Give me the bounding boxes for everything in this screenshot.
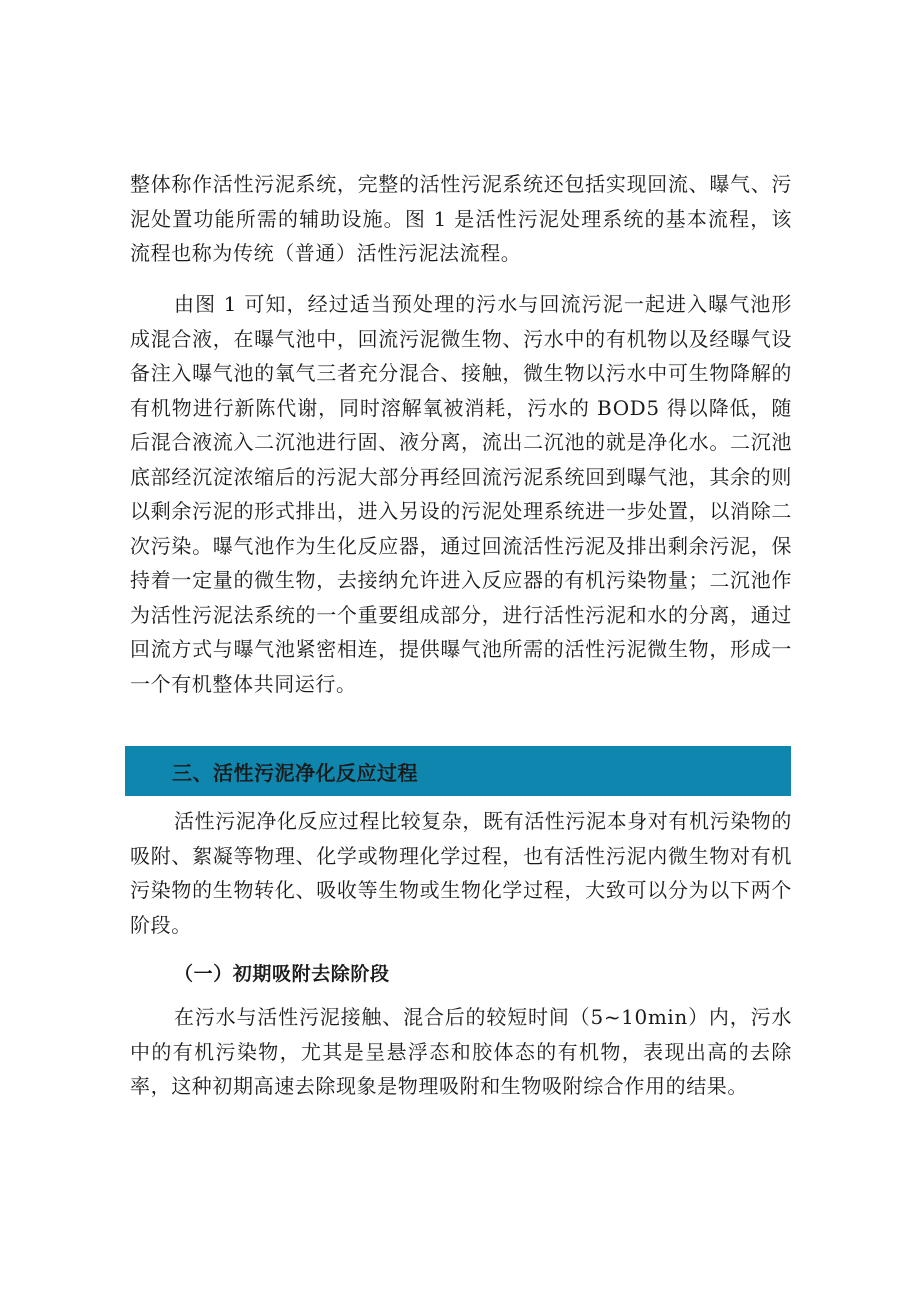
paragraph-initial-adsorption: 在污水与活性污泥接触、混合后的较短时间（5~10min）内，污水中的有机污染物，尤其是呈悬浮态和胶体态的有机物，表现出高的去除率，这种初期高速去除现象是物理吸附和生物吸附综合作用的结果。 — [130, 1005, 792, 1098]
sub-heading-initial-adsorption: （一）初期吸附去除阶段 — [174, 963, 390, 985]
paragraph-process-description: 由图 1 可知，经过适当预处理的污水与回流污泥一起进入曝气池形成混合液，在曝气池中，回流污泥微生物、污水中的有机物以及经曝气设备注入曝气池的氧气三者充分混合、接触，微生物以污水中可生物降解的有机物进行新陈代谢，同时溶解氧被消耗，污水的 BOD5 得以降低，随后混合液流入二沉池进行固、液分离，流出二沉池的就是净化水。二沉池底部经沉淀浓缩后的污泥大部分再经回流污泥系统回到曝气池，其余的则以剩余污泥的形式排出，进入另设的污泥处理系统进一步处置，以消除二次污染。曝气池作为生化反应器，通过回流活性污泥及排出剩余污泥，保持着一定量的微生物，去接纳允许进入反应器的有机污染物量；二沉池作为活性污泥法系统的一个重要组成部分，进行活性污泥和水的分离，通过回流方式与曝气池紧密相连，提供曝气池所需的活性污泥微生物，形成一一个有机整体共同运行。 — [130, 292, 792, 696]
section-heading-purification-process: 三、活性污泥净化反应过程 — [125, 746, 791, 796]
paragraph-purification-intro: 活性污泥净化反应过程比较复杂，既有活性污泥本身对有机污染物的吸附、絮凝等物理、化学或物理化学过程，也有活性污泥内微生物对有机污染物的生物转化、吸收等生物或生物化学过程，大致可以分为以下两个阶段。 — [130, 809, 792, 937]
paragraph-system-overview: 整体称作活性污泥系统，完整的活性污泥系统还包括实现回流、曝气、污泥处置功能所需的辅助设施。图 1 是活性污泥处理系统的基本流程，该流程也称为传统（普通）活性污泥法流程。 — [130, 172, 792, 265]
